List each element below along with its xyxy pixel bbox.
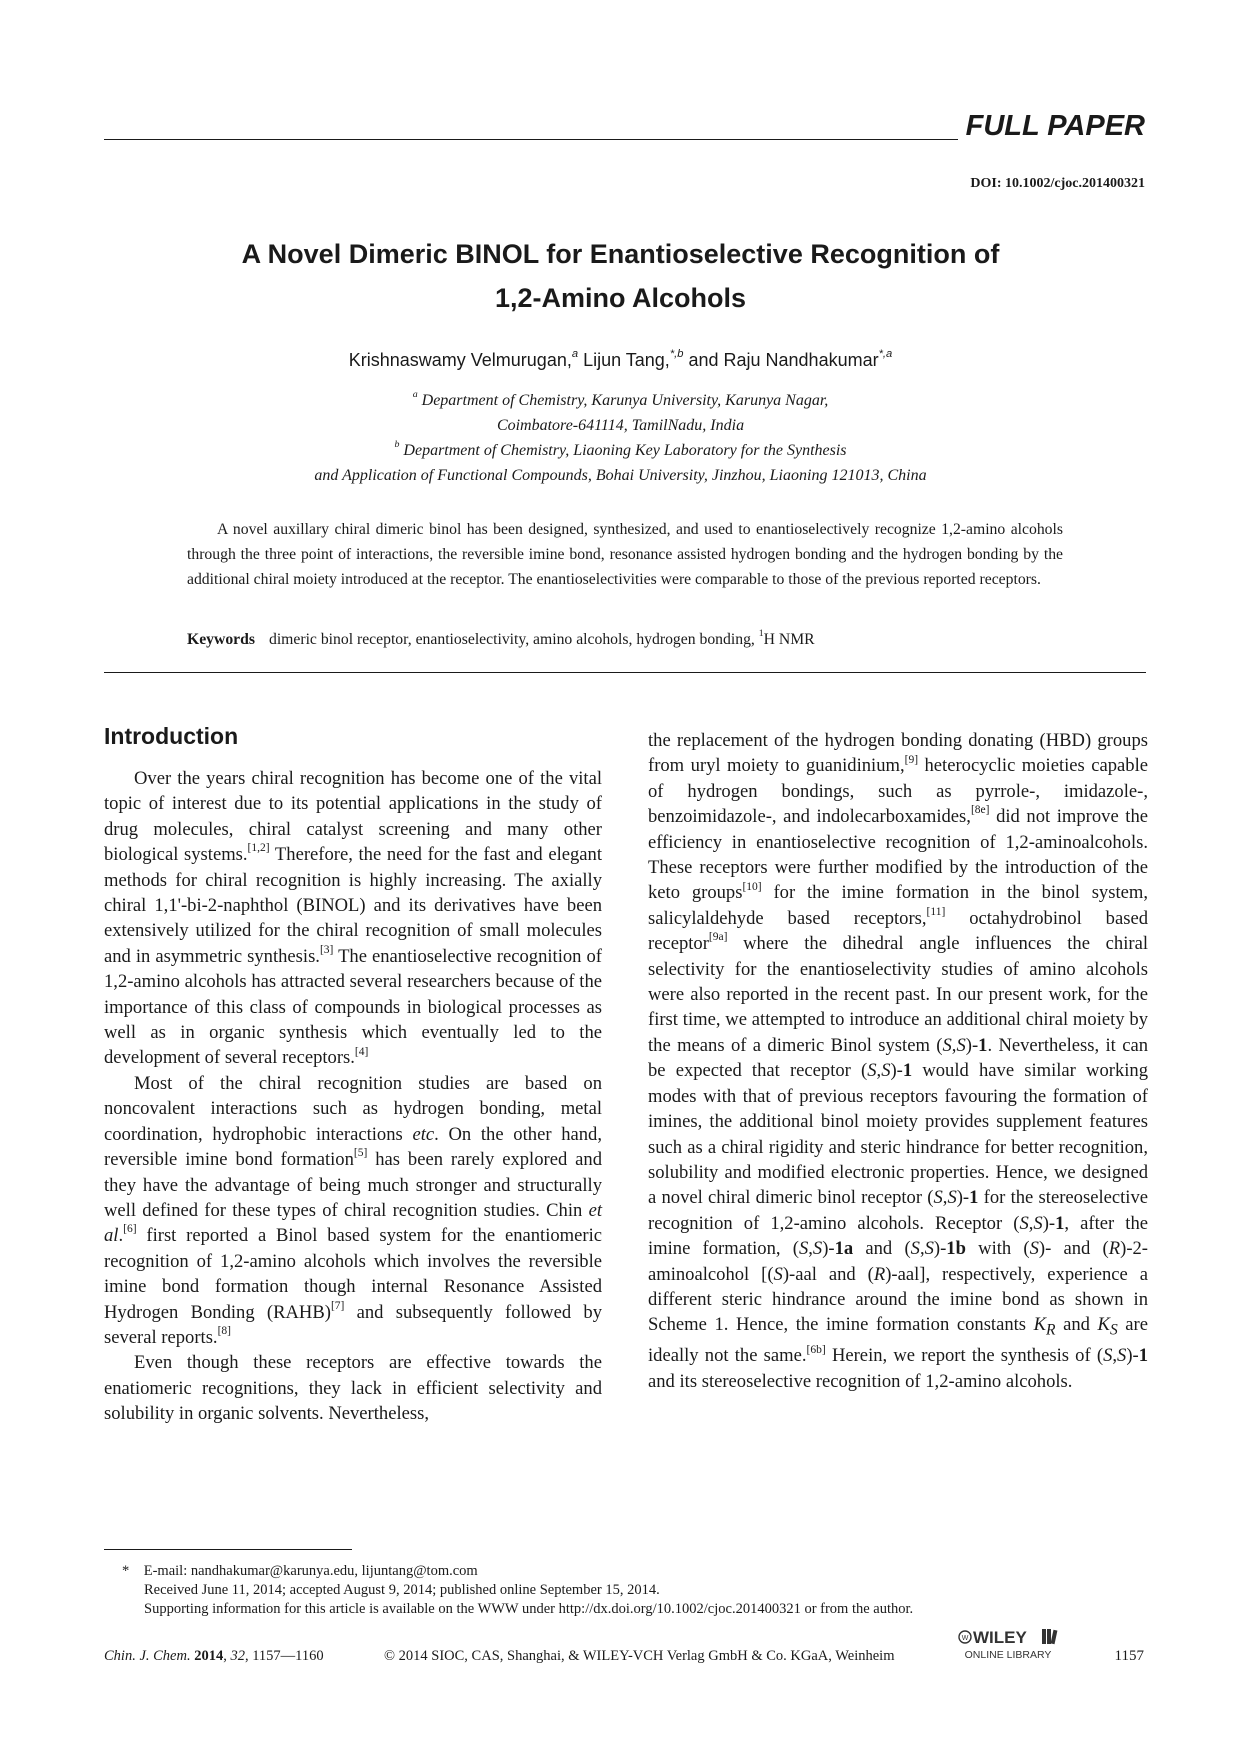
body-paragraph: Most of the chiral recognition studies are based on noncovalent interactions such as hydrogen bonding, metal coordination, hydrophobic interactions etc. On the other hand, reversible imine bond formation[5] has been rarely explored and they have the advantage of being much stronger and structurally well defined for these types of chiral recognition studies. Chin et al.[6] first reported a Binol based system for the enantiomeric recognition of 1,2-amino alcohols which involves the reversible imine bond formation though internal Resonance Assisted Hydrogen Bonding (RAHB)[7] and subsequently followed by several reports.[8] xyxy=(104,1072,603,1348)
title-line-2: 1,2-Amino Alcohols xyxy=(494,283,747,313)
author-list xyxy=(160,350,1081,371)
footnotes xyxy=(122,1562,1082,1619)
affiliation-line: $^a$ Department of Chemistry, Karunya University, Karunya Nagar, xyxy=(412,389,829,409)
abstract-text: A novel auxillary chiral dimeric binol has been designed, synthesized, and used to enantioselectively recognize 1,2-amino alcohols through the three point of interactions, the reversible imine bond, resonance assisted hydrogen bonding and the hydrogen bonding by the additional chiral moiety introduced at the receptor. The enantioselectivities were comparable to those of the previous reported receptors. xyxy=(187,521,1063,588)
affiliation-line: Coimbatore-641114, TamilNadu, India xyxy=(496,417,745,434)
body-paragraph: Even though these receptors are effective towards the enatiomeric recognitions, they lack in efficient selectivity and solubility in organic solvents. Nevertheless, xyxy=(104,1352,602,1425)
keywords: Keywords dimeric binol receptor, enantioselectivity, amino alcohols, hydrogen bonding, $^1$H NMR xyxy=(187,628,815,648)
doi: DOI: 10.1002/cjoc.201400321 xyxy=(970,176,1145,191)
body-column-right xyxy=(648,728,1148,1394)
body-paragraph: Over the years chiral recognition has become one of the vital topic of interest due to its potential applications in the study of drug molecules, chiral catalyst screening and many other biological systems.[1,2] Therefore, the need for the fast and elegant methods for chiral recognition is highly increasing. The axially chiral 1,1'-bi-2-naphthol (BINOL) and its derivatives have been extensively utilized for the chiral recognition of small molecules and in asymmetric synthesis.[3] The enantioselective recognition of 1,2-amino alcohols has attracted several researchers because of the importance of this class of compounds in biological processes as well as in organic synthesis which eventually led to the development of several receptors.[4] xyxy=(104,768,602,1069)
body-paragraph: the replacement of the hydrogen bonding donating (HBD) groups from uryl moiety to guanidinium,[9] heterocyclic moieties capable of hydrogen bondings, such as pyrrole-, imidazole-, benzoimidazole-, and indolecarboxamides,[8e] did not improve the efficiency in enantioselective recognition of 1,2-aminoalcohols. These receptors were further modified by the introduction of the keto groups[10] for the imine formation in the binol system, salicylaldehyde based receptors,[11] octahydrobinol based receptor[9a] where the dihedral angle influences the chiral selectivity for the enantioselectivity studies of amino alcohols were also reported in the recent past. In our present work, for the first time, we attempted to introduce an additional chiral moiety by the means of a dimeric Binol system (S,S)-1. Nevertheless, it can be expected that receptor (S,S)-1 would have similar working modes with that of previous receptors favouring the formation of imines, the additional binol moiety provides supplement features such as a chiral rigidity and steric hindrance for better recognition, solubility and modified electronic properties. Hence, we designed a novel chiral dimeric binol receptor (S,S)-1 for the stereoselective recognition of 1,2-amino alcohols. Receptor (S,S)-1, after the imine formation, (S,S)-1a and (S,S)-1b with (S)- and (R)-2-aminoalcohol [(S)-aal and (R)-aal], respectively, experience a different steric hindrance around the imine bond as shown in Scheme 1. Hence, the imine formation constants $K_R$ and $K_S$ are ideally not the same.[6b] Herein, we report the synthesis of (S,S)-1 and its stereoselective recognition of 1,2-amino alcohols. xyxy=(648,730,1149,1392)
svg-text:W: W xyxy=(961,1635,969,1642)
header-rule xyxy=(104,139,958,140)
svg-text:ONLINE LIBRARY: ONLINE LIBRARY xyxy=(964,1649,1052,1661)
wiley-online-library-logo xyxy=(956,1626,1066,1670)
page-footer xyxy=(104,1628,1144,1680)
affiliation-line: and Application of Functional Compounds, Bohai University, Jinzhou, Liaoning 121013, China xyxy=(314,467,927,484)
body-column-left xyxy=(104,766,602,1427)
article-title xyxy=(160,232,1081,320)
abstract xyxy=(187,517,1063,592)
footnote-email: * E-mail: nandhakumar@karunya.edu, lijuntang@tom.com xyxy=(122,1563,478,1579)
keywords-label: Keywords xyxy=(187,631,255,648)
footnote-supporting-info: Supporting information for this article is available on the WWW under http://dx.doi.org/10.1002/cjoc.201400321 or from the author. xyxy=(144,1601,914,1617)
abstract-rule xyxy=(104,672,1146,673)
affiliations xyxy=(160,388,1081,488)
copyright-notice: © 2014 SIOC, CAS, Shanghai, & WILEY-VCH Verlag GmbH & Co. KGaA, Weinheim xyxy=(384,1648,895,1664)
author-3: and Raju Nandhakumar$^{*,a}$ xyxy=(683,348,893,370)
wiley-logo-mark xyxy=(956,1626,1066,1670)
footnote-received: Received June 11, 2014; accepted August 9, 2014; published online September 15, 2014. xyxy=(144,1582,660,1598)
footnote-rule xyxy=(104,1549,352,1550)
section-heading-introduction: Introduction xyxy=(104,723,239,749)
title-line-1: A Novel Dimeric BINOL for Enantioselective Recognition of xyxy=(241,239,1000,269)
svg-text:WILEY: WILEY xyxy=(973,1628,1027,1647)
page-number: 1157 xyxy=(1114,1648,1144,1664)
author-2: Lijun Tang,$^{*,b}$ xyxy=(578,348,684,370)
keywords-text: dimeric binol receptor, enantioselectivity, amino alcohols, hydrogen bonding, xyxy=(268,631,755,648)
section-label: FULL PAPER xyxy=(965,110,1145,142)
author-1: Krishnaswamy Velmurugan,$^a$ xyxy=(348,348,579,370)
journal-citation: Chin. J. Chem. 2014, 32, 1157—1160 xyxy=(104,1648,324,1664)
affiliation-line: $^b$ Department of Chemistry, Liaoning Key Laboratory for the Synthesis xyxy=(394,439,847,459)
